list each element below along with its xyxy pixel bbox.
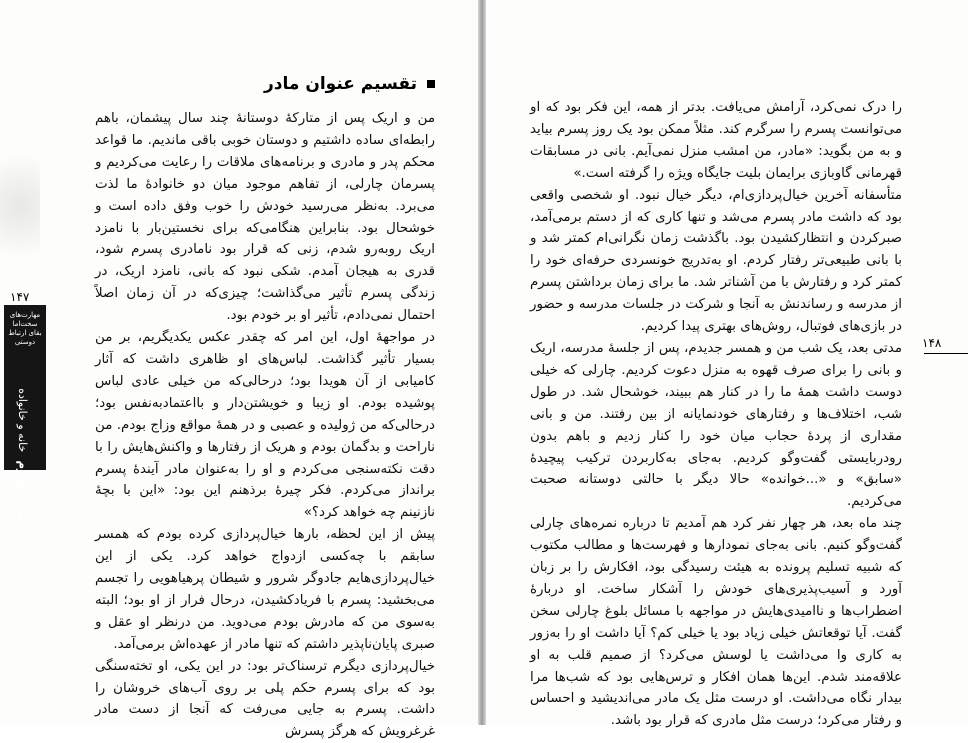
left-page — [0, 0, 478, 740]
paragraph: خیال‌پردازی دیگرم ترسناک‌تر بود: در این یکی، او تخته‌سنگی بود که برای پسرم حکم پلی بر روی آب‌های خروشان را داشت. پسرم به جایی می‌رفت که آنجا از دست مادر غرغرویش که هرگز پسرش — [95, 658, 435, 740]
chapter-tab-line: مهارت‌های — [9, 311, 41, 319]
chapter-tab-line: دوستی — [14, 338, 36, 346]
section-heading — [210, 74, 435, 94]
chapter-label-group — [16, 388, 30, 532]
paragraph: چند ماه بعد، هر چهار نفر کرد هم آمدیم تا درباره نمره‌های چارلی گفت‌وگو کنیم. بانی به‌جای نمودارها و فهرست‌ها و مطالب مکتوب که شبیه تسلیم پرونده به هیئت رسیدگی بود، افکارش را بر زبان آورد و آسیب‌پذیری‌های خودش را آشکار ساخت. او دربارهٔ اضطراب‌ها و ناامیدی‌هایش در مواجهه با مسائل بلوغ چارلی سخن گفت. آیا توقعاتش خیلی زیاد بود یا خیلی کم؟ آیا داشت او را به‌زور به کاری وا می‌داشت یا لوسش می‌کرد؟ از صمیم قلب به او علاقه‌مند شدم. این‌ها همان افکار و ترس‌هایی بود که شب‌ها مرا بیدار نگاه می‌داشت. او درست مثل یک مادر می‌اندیشید و احساس و رفتار می‌کرد؛ درست مثل مادری که قرار بود باشد. — [530, 516, 902, 729]
paragraph: مدتی بعد، یک شب من و همسر جدیدم، پس از جلسهٔ مدرسه، اریک و بانی را برای صرف قهوه به منزل دعوت کردیم. چارلی که خیلی دوست داشت همهٔ ما را در کنار هم ببیند، خوشحال شد. در طول شب، اختلاف‌ها و رفتارهای خودنمایانه از بین رفتند. من و بانی مقداری از پردهٔ حجاب میان خود را کنار زدیم و باهم بدون رودربایستی گفت‌وگو کردیم. به‌جای به‌کاربردن ترکیب پیچیدهٔ «سابق» و «...خوانده» حالا دیگر با حالتی دوستانه صحبت می‌کردیم. — [530, 340, 902, 510]
right-page — [486, 0, 968, 729]
paragraph: پیش از این لحظه، بارها خیال‌پردازی کرده بودم که همسر سابقم با چه‌کسی ازدواج خواهد کرد. یکی از این خیال‌پردازی‌هایم جادوگر شرور و شیطان پرهیاهویی را تجسم می‌بخشید: پسرم با فریادکشیدن، درحال فرار از او بود؛ البته به‌سوی من که مادرش بودم می‌دوید. من درنظر او عقل و صبری پایان‌ناپذیر داشتم که تنها مادر از عهده‌اش برمی‌آمد. — [95, 527, 435, 652]
paragraph: من و اریک پس از متارکهٔ دوستانهٔ چند سال پیشمان، باهم رابطه‌ای ساده داشتیم و دوستان خوبی باقی ماندیم. ما قواعد محکم پدر و مادری و برنامه‌های ملاقات را رعایت می‌کردیم و پسرمان چارلی، از تفاهم موجود میان دو خانوادهٔ ما لذت می‌برد. به‌نظر می‌رسید خودش را خوب وفق داده است و خوشحال بود. بنابراین هنگامی‌که برای نخستین‌بار با نامزد اریک روبه‌رو شدم، زنی که قرار بود نامادری پسرم شود، قدری به هیجان آمدم. شکی نبود که بانی، نامزد اریک، در زندگی پسرم تأثیر می‌گذاشت؛ چیزی‌که در آن زمان اصلاً احتمال نمی‌دادم، تأثیر او بر خودم بود. — [95, 111, 435, 324]
page-number-rule — [924, 353, 968, 354]
faded-illustration — [0, 150, 40, 290]
page-number: ۱۴۷ — [10, 290, 30, 304]
book-gutter — [478, 0, 486, 725]
chapter-tab-line: بقای ارتباط — [8, 329, 42, 337]
page-number: ۱۴۸ — [922, 336, 942, 350]
chapter-tab-line: سخت‌اما — [12, 320, 38, 328]
square-bullet-icon — [427, 80, 435, 88]
left-body-text — [95, 108, 435, 743]
paragraph: را درک نمی‌کرد، آرامش می‌یافت. بدتر از همه، این فکر بود که او می‌توانست پسرم را سرگرم کند. مثلاً ممکن بود یک روز پسرم بیاید و به من بگوید: «مادر، من امشب منزل نمی‌آیم. بانی در مسابقات قهرمانی گاوبازی برایمان بلیت جایگاه ویژه را گرفته است.» — [530, 100, 902, 181]
chapter-sublabel: خانه و خانواده — [16, 388, 29, 453]
paragraph: متأسفانه آخرین خیال‌پردازی‌ام، دیگر خیال نبود. او شخصی واقعی بود که داشت مادر پسرم می‌شد و تنها کاری که از دستم برمی‌آمد، صبرکردن و انتظارکشیدن بود. باگذشت زمان نگرانی‌ام کمتر شد و با بانی طبیعی‌تر رفتار کردم. او به‌تدریج خونسردی حرفه‌ای خود را کمتر کرد و رفتارش با من آشناتر شد. ما برای زمان برداشتن پسرم از مدرسه و رساندنش به آنجا و شرکت در جلسات مدرسه و حضور در بازی‌های فوتبال، روش‌های بهتری پیدا کردیم. — [530, 187, 902, 335]
section-heading-text: تقسیم عنوان مادر — [264, 74, 417, 94]
chapter-title-vertical — [5, 380, 41, 540]
right-body-text — [530, 97, 902, 732]
chapter-label: فصل چهارم — [16, 460, 30, 532]
chapter-tab-text — [8, 311, 42, 367]
paragraph: در مواجههٔ اول، این امر که چقدر عکس یکدیگریم، بر من بسیار تأثیر گذاشت. لباس‌های او ظاهری داشت که آثار کامیابی از آن هویدا بود؛ درحالی‌که من خیلی عادی لباس پوشیده بودم. او زیبا و خویشتن‌دار و بااعتمادبه‌نفس بود؛ درحالی‌که من ژولیده و عصبی و در همهٔ مواقع وزاج بودم. من ناراحت و بدگمان بودم و هریک از رفتارها و واکنش‌هایش را با دقت نکته‌سنجی می‌کردم و او را به‌عنوان مادر آیندهٔ پسرم برانداز می‌کردم. فکر چیرهٔ برذهنم این بود: «این با بچهٔ نازنینم چه خواهد کرد؟» — [95, 330, 435, 521]
